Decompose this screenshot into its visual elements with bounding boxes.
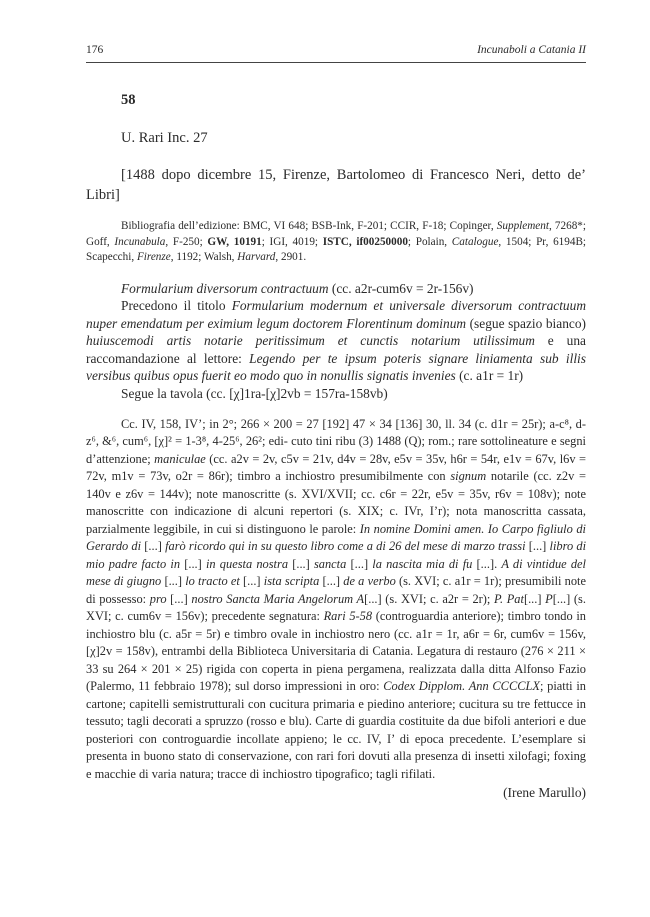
author-signature: (Irene Marullo) (503, 785, 586, 801)
text-run: , F-250; (165, 235, 208, 248)
italic-run: P. Pat (494, 591, 524, 606)
italic-run: signum (450, 469, 487, 484)
italic-run: In nomine Domini amen. Io Carpo figliulo di Gerardo di (86, 521, 586, 554)
text-run: [...] (525, 539, 550, 554)
italic-run: Catalogue (451, 235, 499, 248)
text-run: [...] (141, 539, 166, 554)
text-run: , 1192; Walsh, (170, 251, 238, 263)
italic-run: ista scripta (263, 574, 320, 589)
text-run: [...] (523, 591, 546, 606)
italic-run: A di vintidue del mese di giugno (86, 556, 586, 589)
text-run: ; IGI, 4019; (261, 235, 323, 248)
text-run: [...] (161, 574, 186, 589)
page-number: 176 (86, 44, 104, 56)
italic-run: P (545, 591, 553, 606)
italic-run: in questa nostra (205, 556, 289, 571)
shelfmark: U. Rari Inc. 27 (121, 130, 208, 146)
italic-run: maniculae (154, 451, 206, 466)
text-run: [...] (s. XVI; c. cum6v = 156v); precedente segnatura: (86, 591, 586, 624)
entry-number: 58 (121, 92, 136, 108)
text-run: (controguardia anteriore); timbro tondo in inchiostro blu (c. a5r = 5r) e timbro ovale in inchiostro nero (cc. a1r = 1r, a6r = 6r, cum6v = 156v, [χ]2v = 158v), entrambi della Biblioteca Universitaria di Catania. Legatura di restauro (276 × 211 × 33 su 264 × 201 × 25) rigida con coperta in piena pergamena, realizzata dalla ditta Alfonso Fazio (Palermo, 11 febbraio 1978); sul dorso impressioni in oro: (86, 609, 586, 694)
text-run: Segue la tavola (cc. [χ]1ra-[χ]2vb = 157ra-158vb) (121, 386, 388, 402)
bold-run: GW, 10191 (207, 235, 262, 248)
italic-run: Codex Dipplom. Ann CCCCLX (383, 679, 540, 694)
italic-run: farò ricordo qui in su questo libro come a di 26 del mese di marzo trassi (165, 539, 526, 554)
text-run: [...] (239, 574, 264, 589)
italic-run: Rari 5-58 (323, 609, 373, 624)
text-run: [...] (346, 556, 373, 571)
header-rule (86, 62, 586, 63)
text-run: [...]. (472, 556, 502, 571)
contents (86, 280, 586, 403)
italic-run: sancta (313, 556, 347, 571)
italic-run: Legendo per te ipsum poteris signare liniamenta sub illis versibus quibus opus fuerit eo modo quo in nonullis signatis invenies (86, 350, 586, 384)
text-run: ; piatti in cartone; capitelli semistrutturali con cucitura primaria e piedino anteriore; cucitura su tre fettucce in tessuto; tagli decorati a spruzzo (rosso e blu). Carte di guardia costituite da due bifoli anteriori e due posteriori con controguardie incollate appieno; le cc. IV, I’ di epoca precedente. L’esemplare si presenta in buono stato di conservazione, con rari fori dovuti alla presenza di insetti xilofagi; foxing e macchie di varia natura; tracce di inchiostro tipografico; tagli rifilati. (86, 679, 586, 781)
running-head (86, 44, 586, 56)
text-run: e una raccomandazione al lettore: (86, 333, 586, 366)
text-run: (cc. a2r-cum6v = 2r-156v) (328, 280, 474, 296)
italic-run: Formularium modernum et universale diversorum contractuum nuper emendatum per eximium legum doctorem Florentinum dominum (86, 298, 586, 331)
italic-run: lo tracto et (185, 574, 240, 589)
text-run: [...] (180, 556, 206, 571)
contents-paragraph (86, 385, 586, 403)
text-run: (cc. a2v = 2v, c5v = 21v, d4v = 28v, e5v = 35v, h6r = 54r, e1v = 67v, l6v = 72v, m1v = 73v, o2r = 86r); timbro a inchiostro presumibilmente con (86, 451, 586, 484)
text-run: [...] (288, 556, 314, 571)
italic-run: la nascita mia di fu (372, 556, 473, 571)
italic-run: Formularium diversorum contractuum (121, 280, 329, 296)
contents-paragraph (86, 297, 586, 385)
italic-run: de a verbo (343, 574, 396, 589)
text-run: , 1504; Pr, 6194B; Scapecchi, (86, 235, 587, 263)
italic-run: Supplement (496, 220, 549, 232)
italic-run: pro (149, 591, 167, 606)
text-run: Cc. IV, 158, IV’; in 2°; 266 × 200 = 27 [192] 47 × 34 [136] 30, ll. 34 (c. d1r = 25r); a-c⁸, d-z⁶, &⁶, cum⁶, [χ]² = 1-3⁸, 4-25⁶, 26²; edi- cuto tini ribu (3) 1488 (Q); rom.; rare sottolineature e segni d’attenzione; (86, 416, 586, 466)
italic-run: Harvard (237, 251, 276, 263)
bold-run: ISTC, if00250000 (322, 235, 408, 248)
text-run: (segue spazio bianco) (466, 315, 586, 331)
running-title: Incunaboli a Catania II (477, 44, 586, 56)
contents-paragraph (86, 280, 586, 298)
text-run: (s. XVI; c. a1r = 1r); presumibili note di possesso: (86, 574, 586, 606)
italic-run: libro di mio padre facto in (86, 539, 587, 571)
text-run: Bibliografia dell’edizione: BMC, VI 648; BSB-Ink, F-201; CCIR, F-18; Copinger, (121, 220, 497, 232)
copy-description (86, 416, 586, 784)
imprint: [1488 dopo dicembre 15, Firenze, Bartolomeo di Francesco Neri, detto de’ Libri] (86, 167, 586, 203)
text-run: Precedono il titolo (121, 298, 232, 314)
italic-run: huiuscemodi artis notarie peritissimum et cunctis notarium utilissimum (86, 333, 535, 349)
italic-run: nostro Sancta Maria Angelorum A (191, 591, 365, 606)
text-run: [...] (166, 591, 192, 606)
text-run: , 2901. (275, 251, 307, 263)
italic-run: Firenze (136, 251, 171, 263)
text-run: notarile (cc. z2v = 140v e z6v = 144v); note manoscritte (s. XVI/XVII; cc. c6r = 22r, e5v = 35v, r6v = 108v); note manoscritte con indicazione di alcuni repertori (s. XIX; c. IVr, I’r); nota manoscritta cassata, parzialmente leggibile, in cui si distinguono le parole: (86, 469, 587, 536)
page (86, 44, 586, 801)
italic-run: Incunabula (114, 235, 166, 248)
text-run: (c. a1r = 1r) (455, 368, 524, 384)
bibliography (86, 219, 586, 266)
text-run: ; Polain, (407, 235, 452, 248)
text-run: [...] (s. XVI; c. a2r = 2r); (364, 591, 495, 606)
text-run: [...] (319, 574, 344, 589)
text-run: , 7268*; Goff, (86, 220, 587, 248)
